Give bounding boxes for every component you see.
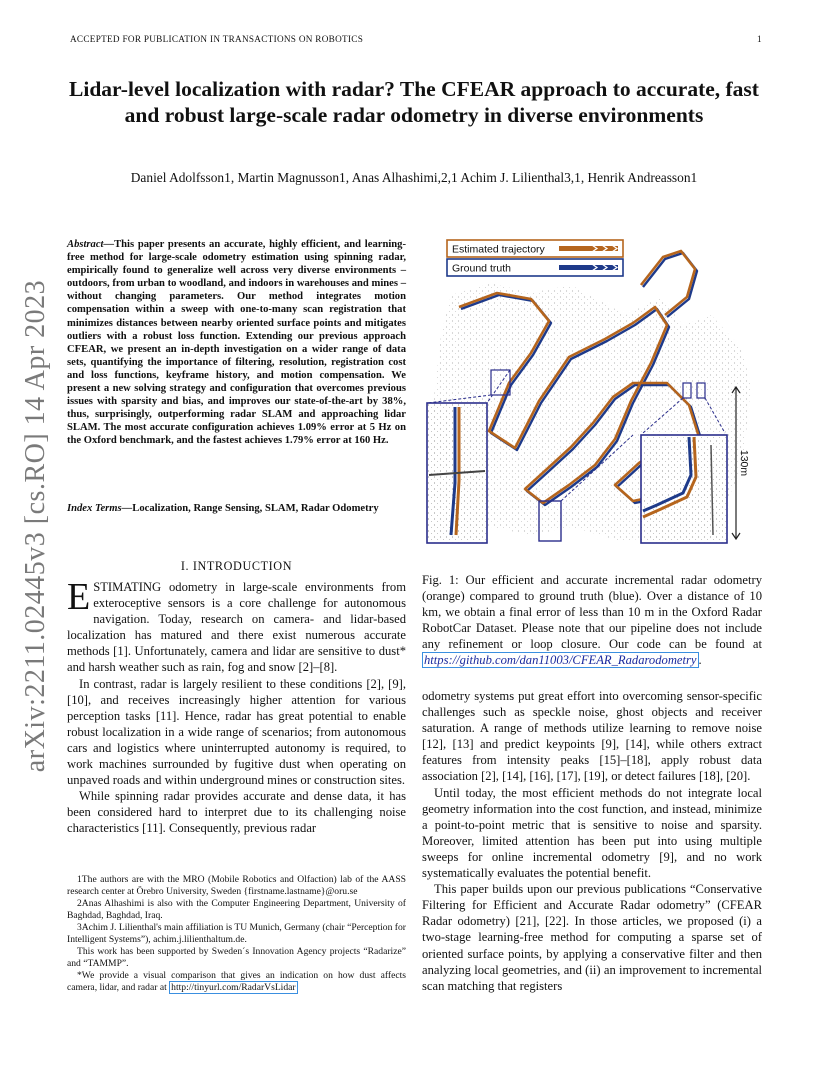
legend-ground-truth-label: Ground truth [452, 262, 511, 275]
footnote-1: 1The authors are with the MRO (Mobile Robotics and Olfaction) lab of the AASS research center at Örebro University, Sweden {firstname.lastname}@oru.se [67, 874, 406, 897]
intro-paragraph-1: ESTIMATING odometry in large-scale environments from exteroceptive sensors is a core challenge for autonomous navigation. Today, research on camera- and lidar-based localization has matured and there exist numerous accurate methods [1]. Unfortunately, camera and lidar are sensitive to dust* and harsh weather such as rain, fog and snow [2]–[8]. [67, 576, 406, 675]
footnotes [67, 874, 406, 994]
trajectory-map [421, 235, 764, 547]
caption-text: Fig. 1: Our efficient and accurate incremental radar odometry (orange) compared to ground truth (blue). Over a distance of 10 km, we obtain a final error of less than 10 m in the Oxford Radar RobotCar Dataset. Please note that our pipeline does not include any refinement or loop closure. Our code can be found at [422, 573, 762, 652]
legend-estimated-label: Estimated trajectory [452, 243, 545, 256]
intro-paragraph-3: While spinning radar provides accurate and dense data, it has been considered hard to interpret due to its challenging noise characteristics [11]. Consequently, previous radar [67, 789, 406, 836]
abstract-text: This paper presents an accurate, highly efficient, and learning-free method for large-scale odometry estimation using spinning radar, empirically found to generalize well across very diverse environments – outdoors, from urban to woodland, and indoors in warehouses and mines – without changing parameters. Our method integrates motion compensation within a sweep with one-to-many scan registration that minimizes distances between nearby oriented surface points and mitigates outliers with a robust loss function. Extending our previous approach CFEAR, we present an in-depth investigation on a wider range of data sets, quantifying the importance of filtering, resolution, registration cost and loss functions, keyframe history, and motion compensation. We present a new solving strategy and configuration that overcomes previous issues with sparsity and bias, and improves our state-of-the-art by 38%, thus, surprisingly, outperforming radar SLAM and approaching lidar SLAM. The most accurate configuration achieves 1.09% error at 5 Hz on the Oxford benchmark, and the fastest achieves 1.79% error at 160 Hz. [67, 239, 406, 447]
section-heading: I. INTRODUCTION [180, 559, 293, 573]
code-repository-link[interactable]: https://github.com/dan11003/CFEAR_Radarodometry [424, 653, 697, 668]
footnote-2: 2Anas Alhashimi is also with the Computer Engineering Department, University of Baghdad, Baghdad, Iraq. [67, 898, 406, 921]
index-terms [67, 502, 406, 515]
running-header: ACCEPTED FOR PUBLICATION IN TRANSACTIONS ON ROBOTICS [70, 34, 364, 44]
right-paragraph-3: This paper builds upon our previous publications “Conservative Filtering for Efficient and Accurate Radar odometry” (CFEAR Radar odometry) [21], [22]. In those articles, we proposed (i) a two-stage learning-free method for computing a sparse set of oriented surface points, by applying a conservative filter and then analyzing local geometries, and (ii) an improvement to incremental scan matching that registers [422, 882, 762, 993]
footnote-5: *We provide a visual comparison that gives an indication on how dust affects camera, lidar, and radar at http://tinyurl.com/RadarVsLidar [67, 970, 406, 993]
footnote-3: 3Achim J. Lilienthal's main affiliation is TU Munich, Germany (chair “Perception for Intelligent Systems”), achim.j.lilienthaltum.de. [67, 922, 406, 945]
figure-caption: Fig. 1: Our efficient and accurate incremental radar odometry (orange) compared to ground truth (blue). Over a distance of 10 km, we obtain a final error of less than 10 m in the Oxford Radar RobotCar Dataset. Please note that our pipeline does not include any refinement or loop closure. Our code can be found at https://github.com/dan11003/CFEAR_Radarodometry . [422, 573, 762, 668]
arxiv-sidebar [16, 279, 56, 773]
drop-cap: E [67, 576, 91, 618]
right-paragraph-2: Until today, the most efficient methods do not integrate local geometry information into the cost function, and instead, minimize a point-to-point metric that is sensitive to noise and sparsity. Moreover, limited attention has been put into using multiple sweeps for online incremental odometry [9], and no work systematically evaluates the potential benefit. [422, 785, 762, 881]
trajectory-figure [421, 235, 764, 547]
author-list: Daniel Adolfsson1, Martin Magnusson1, Anas Alhashimi,2,1 Achim J. Lilienthal3,1, Henrik Andreasson1 [130, 170, 698, 185]
index-terms-text: Localization, Range Sensing, SLAM, Radar Odometry [132, 503, 379, 514]
footnote-4: This work has been supported by Sweden´s Innovation Agency projects “Radarize” and “TAMMP”. [67, 946, 406, 969]
index-terms-label: Index Terms— [67, 503, 133, 514]
right-paragraph-1: odometry systems put great effort into overcoming sensor-specific challenges such as speckle noise, ghost objects and receiver saturation. A range of methods utilize learning to remove noise [12], [13] and predict keypoints [9], [14], while others extract features from intensity peaks [15]–[18], apply robust data association [2], [14], [16], [17], [19], or detect failures [18], [20]. [422, 689, 762, 784]
right-column-body [422, 688, 762, 994]
dust-comparison-link[interactable]: http://tinyurl.com/RadarVsLidar [171, 982, 296, 993]
introduction-body [67, 576, 406, 837]
arxiv-identifier: arXiv:2211.02445v3 [cs.RO] 14 Apr 2023 [20, 279, 51, 773]
abstract-label: Abstract— [67, 239, 115, 250]
paper-title: Lidar-level localization with radar? The CFEAR approach to accurate, fast and robust large-scale radar odometry in diverse environments [69, 77, 759, 127]
page-number: 1 [757, 34, 762, 44]
intro-paragraph-2: In contrast, radar is largely resilient to these conditions [2], [9], [10], and receives increasingly higher attention for various perception tasks [11]. Hence, radar has great potential to enable robust localization in a wide range of scenarios; from autonomous cars and logistics where uninterrupted autonomy is required, to work machines surrounded by fugitive dust when operating on unpaved roads and within underground mines or construction sites. [67, 676, 406, 788]
scale-label: 130m [738, 449, 750, 477]
abstract [67, 238, 406, 448]
